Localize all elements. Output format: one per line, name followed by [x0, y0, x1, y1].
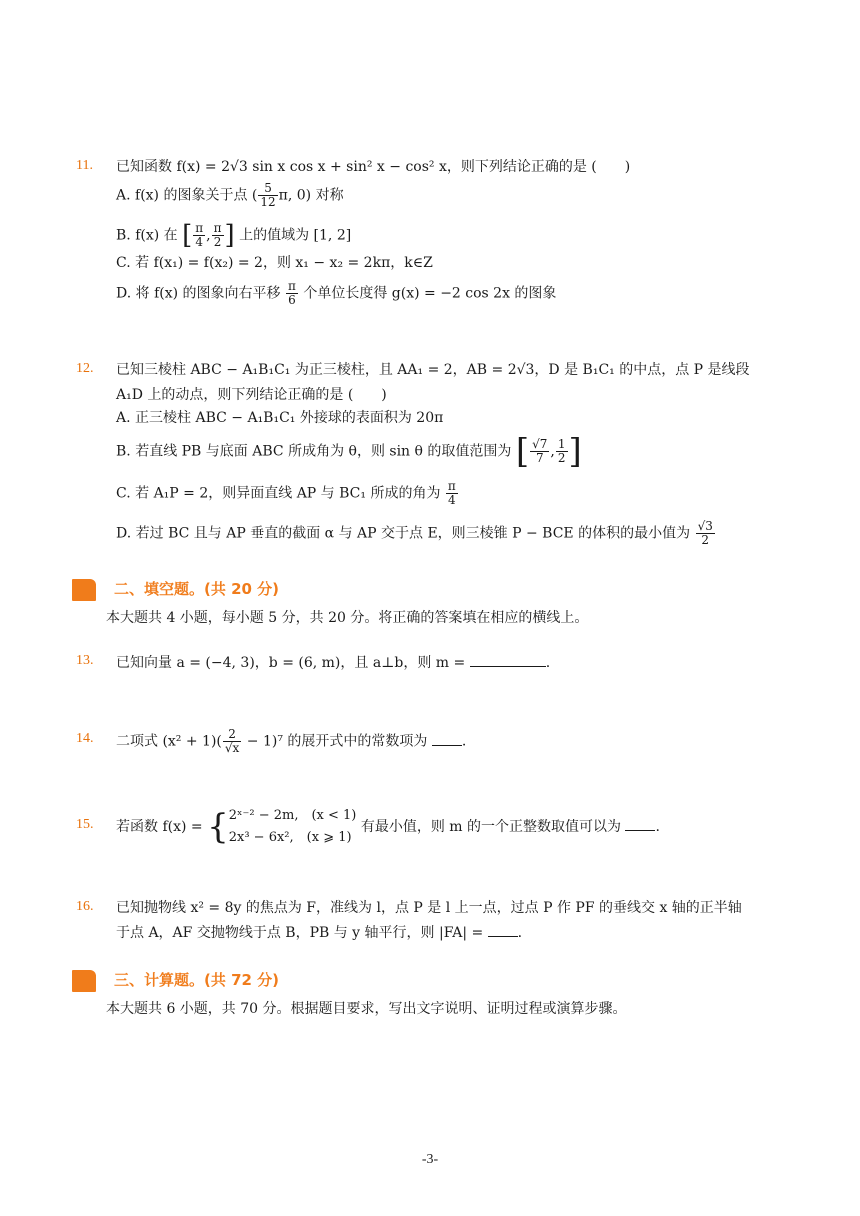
question-stem [116, 728, 466, 755]
numerator: π [447, 479, 456, 493]
question-text: 已知向量 a = (−4, 3)，b = (6, m)，且 a⊥b，则 m = [116, 655, 466, 671]
piece-row: 2ˣ⁻² − 2m, (x < 1) [228, 808, 357, 823]
numerator: 1 [557, 437, 566, 451]
question-text: 有最小值，则 m 的一个正整数取值可以为 [360, 819, 622, 835]
punctuation: . [545, 655, 551, 671]
section-marker-icon [72, 970, 96, 992]
option-text: π, 0) 对称 [278, 187, 344, 204]
denominator: 2 [557, 451, 566, 465]
fraction [530, 438, 549, 465]
option-text: D. 若过 BC 且与 AP 垂直的截面 α 与 AP 交于点 E，则三棱锥 P − BCE 的体积的最小值为 [116, 525, 691, 542]
option-label: B. [116, 227, 131, 244]
option-text: f(x) 的图象关于点 [135, 187, 248, 204]
question-stem [116, 922, 522, 943]
denominator: 12 [260, 195, 276, 209]
punctuation: . [655, 819, 660, 835]
fraction [258, 182, 277, 209]
fraction [193, 222, 205, 249]
bracket: ] [224, 220, 235, 251]
section-title: 三、计算题。(共 72 分) [114, 971, 280, 989]
answer-blank[interactable] [432, 731, 462, 746]
option-c: C. 若 f(x₁) = f(x₂) = 2，则 x₁ − x₂ = 2kπ，k∈Z [116, 255, 433, 271]
question-number: 11. [76, 158, 93, 173]
numerator: π [195, 221, 204, 235]
fraction [446, 480, 458, 507]
question-number: 16. [76, 899, 94, 914]
bracket: ] [568, 431, 582, 472]
denominator: √x [224, 741, 240, 755]
question-stem [116, 802, 660, 852]
brace: { [207, 807, 229, 847]
bracket: [ [182, 220, 193, 251]
page-number: -3- [421, 1152, 439, 1167]
fraction [212, 222, 224, 249]
question-number: 14. [76, 731, 94, 746]
option-text: B. 若直线 PB 与底面 ABC 所成角为 θ，则 sin θ 的取值范围为 [116, 443, 512, 460]
option-c [116, 480, 459, 507]
numerator: √7 [532, 437, 548, 451]
numerator: 2 [223, 728, 241, 742]
denominator: 4 [448, 493, 456, 507]
question-stem: 已知三棱柱 ABC − A₁B₁C₁ 为正三棱柱，且 AA₁ = 2，AB = 2√3，D 是 B₁C₁ 的中点，点 P 是线段 [116, 362, 750, 378]
numerator: √3 [697, 519, 713, 533]
option-a: A. 正三棱柱 ABC − A₁B₁C₁ 外接球的表面积为 20π [116, 410, 444, 426]
fraction [223, 728, 241, 755]
stem-formula: f(x) = 2√3 sin x cos x + sin² x − cos² x [176, 159, 447, 175]
numerator: π [213, 221, 222, 235]
option-d [116, 280, 556, 307]
question-stem: A₁D 上的动点，则下列结论正确的是 ( ) [116, 387, 387, 403]
denominator: 4 [195, 235, 204, 249]
section-title: 二、填空题。(共 20 分) [114, 580, 280, 598]
fraction [286, 280, 298, 307]
section-description: 本大题共 4 小题，每小题 5 分，共 20 分。将正确的答案填在相应的横线上。 [106, 610, 589, 626]
question-number: 15. [76, 817, 94, 832]
punctuation: . [517, 925, 523, 941]
option-label: A. [116, 187, 131, 204]
answer-blank[interactable] [488, 922, 518, 937]
section-description: 本大题共 6 小题，共 70 分。根据题目要求，写出文字说明、证明过程或演算步骤。 [106, 1001, 627, 1017]
denominator: 2 [701, 533, 710, 547]
option-b: B. 若直线 PB 与底面 ABC 所成角为 θ，则 sin θ 的取值范围为 [ $\frac{√7}{7}$ , $\frac{1}{2}$ ] [116, 431, 582, 472]
numerator: 5 [258, 182, 277, 196]
question-text: 若函数 f(x) = [116, 819, 203, 835]
bracket: [ [515, 431, 530, 472]
piecewise [229, 805, 357, 849]
question-text: − 1)⁷ 的展开式中的常数项为 [246, 733, 428, 750]
denominator: 2 [213, 235, 222, 249]
answer-blank[interactable] [470, 652, 546, 667]
question-stem [116, 652, 550, 673]
question-stem [116, 157, 630, 177]
option-a: A. f(x) 的图象关于点 ( $\frac{5}{12}$ π, 0) 对称 [116, 181, 344, 209]
option-b: B. f(x) 在 [ $\frac{\pi}{4}$ , $\frac{\pi}{2}$ ] 上的值域为 [1, 2] [116, 220, 352, 251]
denominator: 6 [288, 293, 296, 307]
option-text: 上的值域为 [1, 2] [239, 227, 352, 244]
option-text: 个单位长度得 g(x) = −2 cos 2x 的图象 [303, 285, 557, 302]
stem-text: ，则下列结论正确的是 ( ) [446, 159, 631, 175]
piece-row: 2x³ − 6x², (x ⩾ 1) [228, 830, 352, 845]
option-d [116, 520, 716, 547]
question-number: 12. [76, 361, 94, 376]
section-marker-icon [72, 579, 96, 601]
question-number: 13. [76, 653, 94, 668]
option-text: f(x) 在 [135, 227, 178, 244]
stem-text: 已知函数 [116, 159, 172, 175]
question-text: 二项式 (x² + 1)( [116, 733, 222, 750]
numerator: π [287, 279, 296, 293]
question-text: 于点 A，AF 交抛物线于点 B，PB 与 y 轴平行，则 |FA| = [116, 925, 484, 941]
punctuation: . [461, 733, 467, 750]
question-stem: 已知抛物线 x² = 8y 的焦点为 F，准线为 l，点 P 是 l 上一点，过点 P 作 PF 的垂线交 x 轴的正半轴 [116, 900, 742, 916]
option-text: C. 若 A₁P = 2，则异面直线 AP 与 BC₁ 所成的角为 [116, 485, 441, 502]
fraction [696, 520, 715, 547]
answer-blank[interactable] [625, 816, 655, 831]
option-text: D. 将 f(x) 的图象向右平移 [116, 285, 281, 302]
fraction [556, 438, 568, 465]
denominator: 7 [535, 451, 544, 465]
